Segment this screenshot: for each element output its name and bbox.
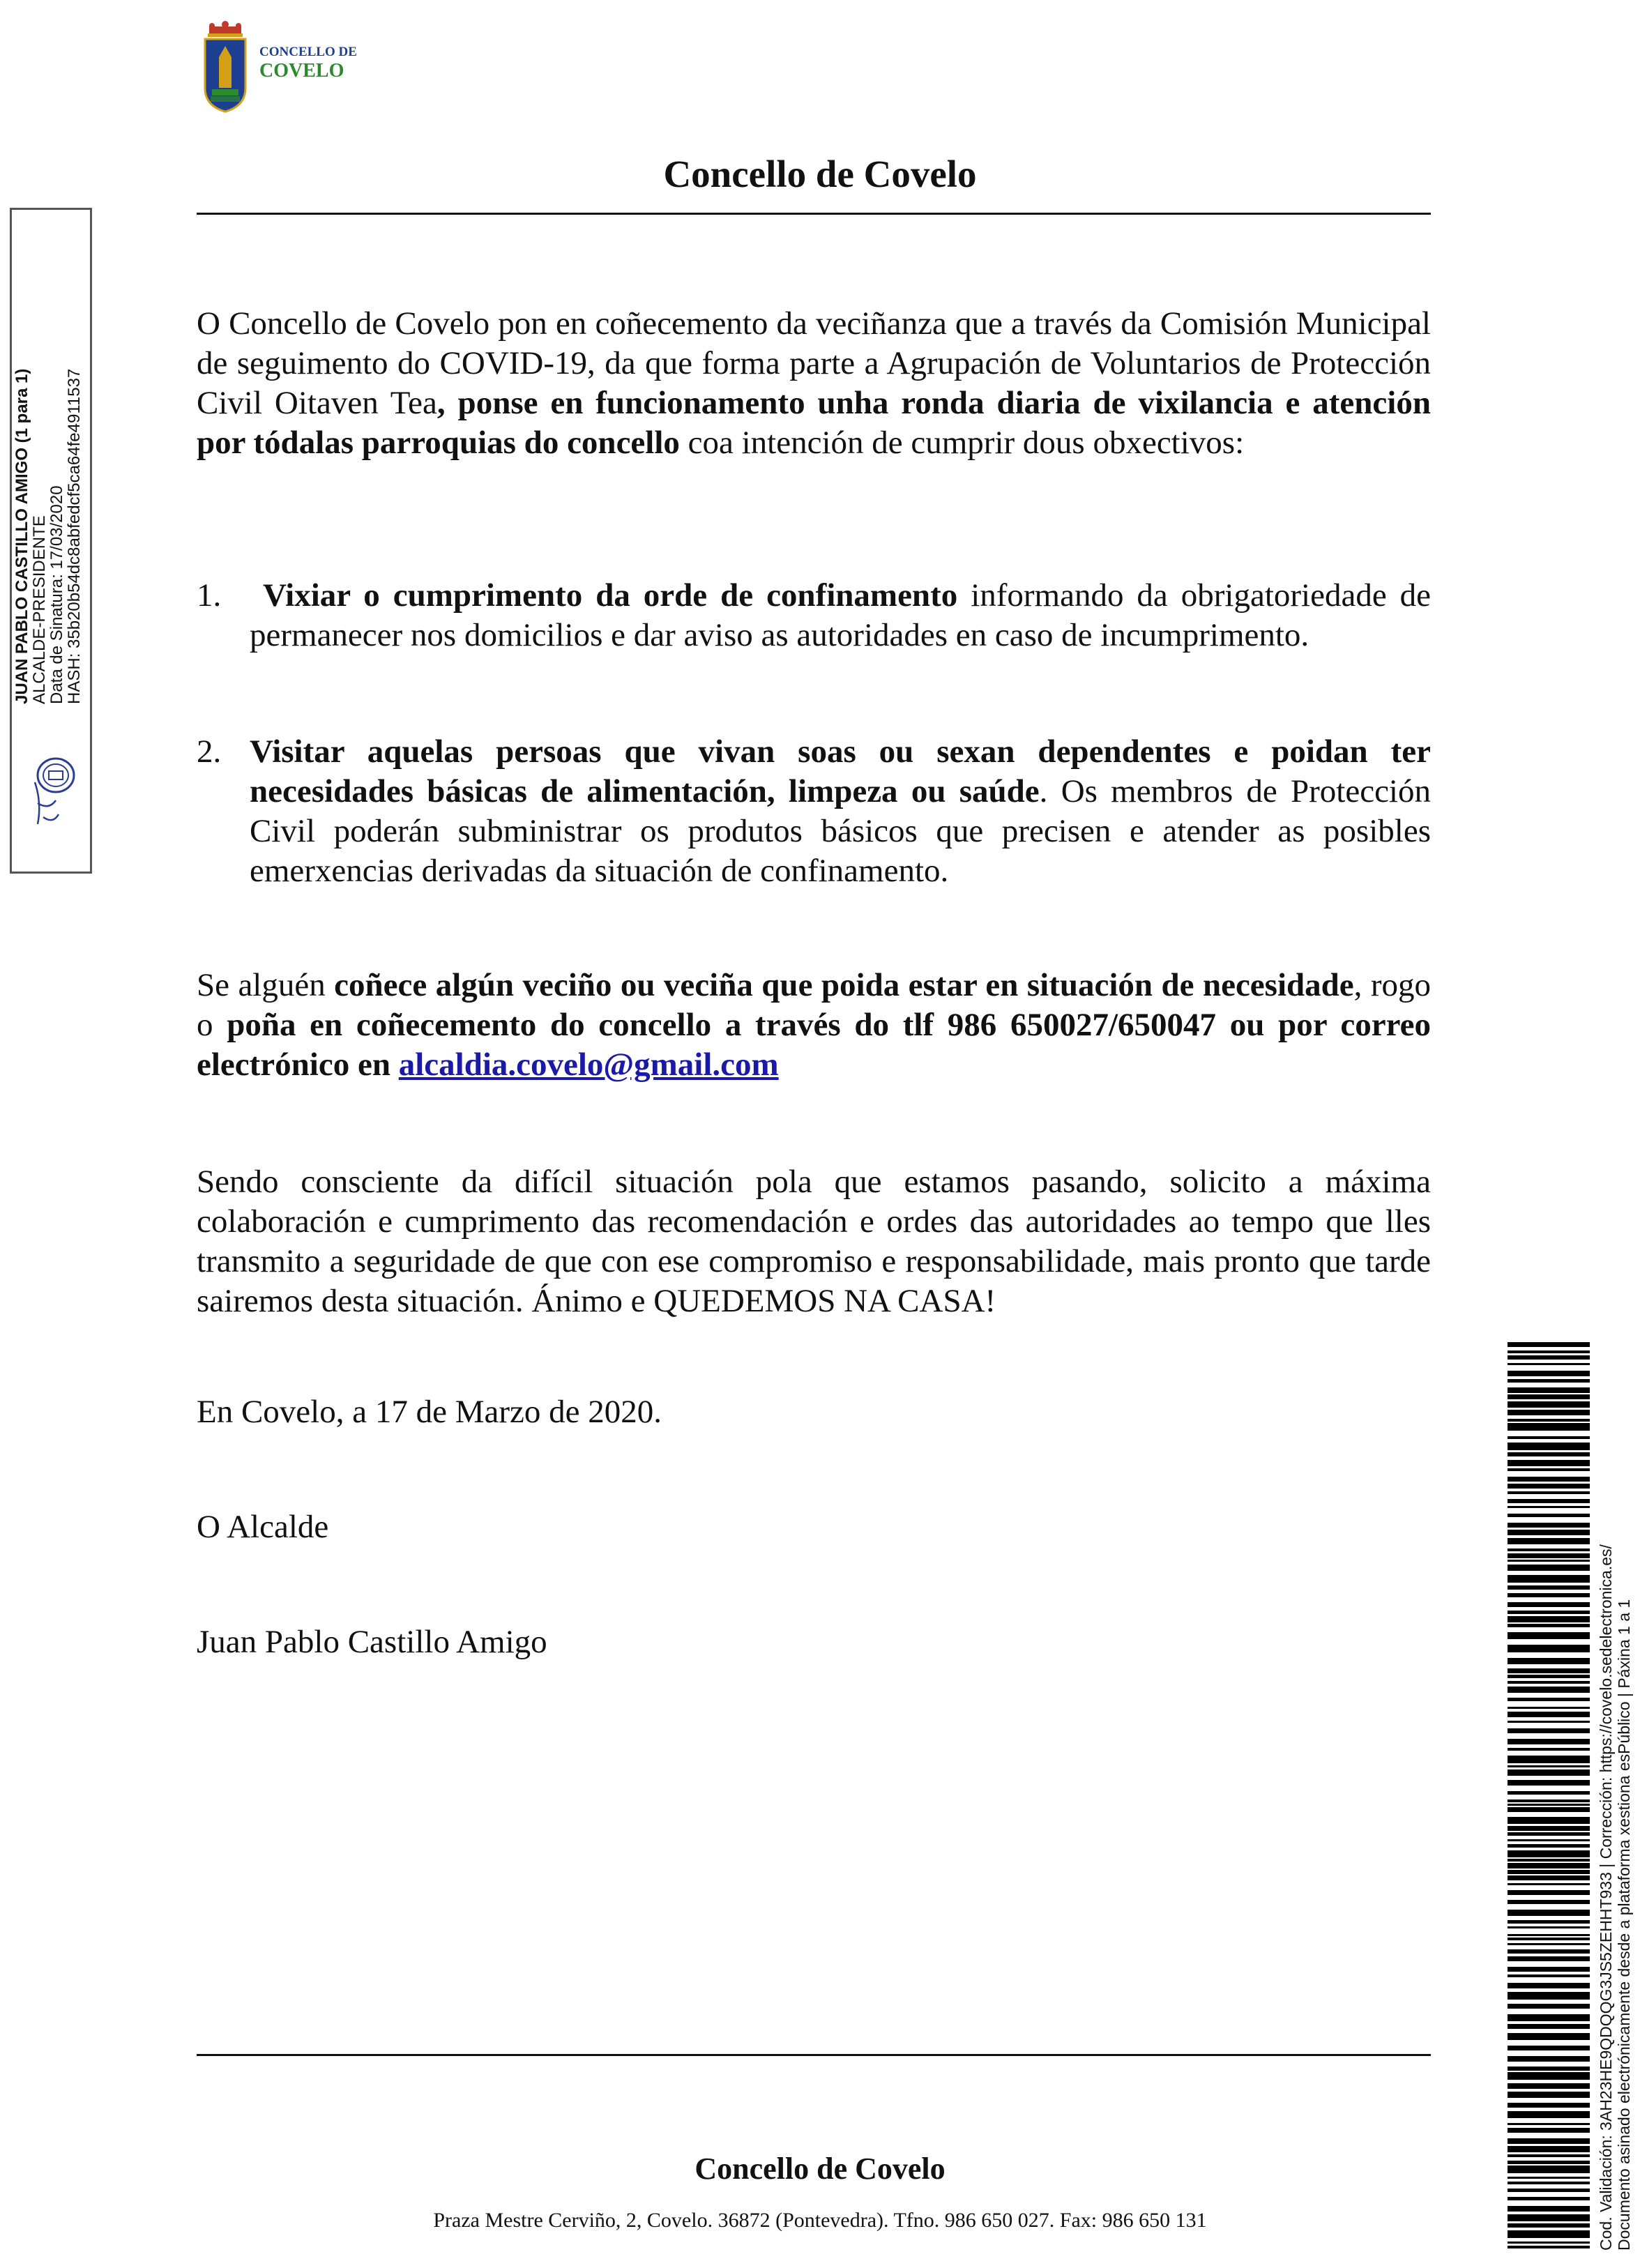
digital-signature-hash: HASH: 35b20b54dc8abfedcf5ca64fe4911537: [65, 368, 84, 704]
validation-text: [1597, 1414, 1633, 2251]
email-link[interactable]: alcaldia.covelo@gmail.com: [398, 1047, 779, 1083]
digital-signature-date: Data de Sinatura: 17/03/2020: [47, 485, 66, 704]
page-title: Concello de Covelo: [663, 153, 977, 195]
contact-text-mid: , rogo o: [197, 967, 1432, 1043]
list-item-bold-text: Vixiar o cumprimento da orde de confinamento: [262, 577, 958, 614]
footer-divider: [197, 2054, 1431, 2056]
list-item-text: [250, 732, 1431, 891]
signer-role: O Alcalde: [197, 1509, 329, 1545]
intro-text: O Concello de Covelo pon en coñecemento da veciñanza que a través da Comisión Municipal de seguimento do COVID-19, da que forma parte a Agrupación de Voluntarios de Protección Civil Oitaven Tea: [197, 305, 1431, 421]
footer-title: Concello de Covelo: [694, 2152, 946, 2186]
intro-bold-text: , ponse en funcionamento unha ronda diaria de vixilancia e atención por tódalas parroquias do concello: [197, 385, 1431, 461]
contact-text: Se alguén: [197, 967, 335, 1003]
list-item-plain-text: . Os membros de Protección Civil poderán subministrar os produtos básicos que precisen e atender as posibles emerxencias derivadas da situación de confinamento.: [250, 773, 1431, 889]
contact-paragraph: [197, 966, 1431, 1085]
list-item: [197, 576, 1431, 655]
header-divider: [197, 213, 1431, 215]
closing-paragraph: Sendo consciente da difícil situación pola que estamos pasando, solicito a máxima colaboración e cumprimento das recomendación e ordes das autoridades ao tempo que lles transmito a seguridade de que con ese compromiso e responsabilidade, mais pronto que tarde sairemos desta situación. Ánimo e QUEDEMOS NA CASA!: [197, 1164, 1431, 1319]
validation-line1: Cod. Validación: 3AH23HE9QDQQG3JS5ZEHHT933 | Corrección: https://covelo.sedelectronica.es/: [1597, 1544, 1615, 2251]
digital-signature-name: JUAN PABLO CASTILLO AMIGO (1 para 1): [13, 368, 31, 704]
intro-paragraph: [197, 304, 1431, 463]
digital-signature-text: [14, 356, 84, 704]
logo-text-line2: COVELO: [259, 60, 344, 82]
footer-address: Praza Mestre Cerviño, 2, Covelo. 36872 (Pontevedra). Tfno. 986 650 027. Fax: 986 650 131: [433, 2209, 1207, 2232]
signer-name: Juan Pablo Castillo Amigo: [197, 1624, 547, 1660]
logo-text-line1: CONCELLO DE: [259, 45, 357, 59]
list-item-number: 2.: [197, 733, 222, 770]
barcode-icon: [1508, 1342, 1590, 2248]
contact-bold-text-phone: poña en coñecemento do concello a través do tlf 986 650027/650047 ou por correo electrónico en: [197, 1007, 1432, 1083]
list-item-number: 1.: [197, 577, 222, 614]
document-date: En Covelo, a 17 de Marzo de 2020.: [197, 1394, 662, 1430]
validation-line2: Documento asinado electrónicamente desde a plataforma xestiona esPúblico | Páxina 1 a 1: [1615, 1599, 1633, 2251]
crown-icon: [208, 21, 243, 37]
list-item-bold-text: Visitar aquelas persoas que vivan soas ou sexan dependentes e poidan ter necesidades básicas de alimentación, limpeza ou saúde: [250, 733, 1431, 809]
digital-signature-role: ALCALDE-PRESIDENTE: [30, 515, 49, 704]
intro-text-end: coa intención de cumprir dous obxectivos:: [679, 425, 1245, 461]
list-item: [197, 732, 1431, 891]
list-item-plain-text: informando da obrigatoriedade de permanecer nos domicilios e dar aviso as autoridades en caso de incumprimento.: [250, 577, 1432, 653]
shield-icon: [205, 39, 245, 112]
contact-bold-text: coñece algún veciño ou veciña que poida estar en situación de necesidade: [334, 967, 1354, 1003]
concello-covelo-logo: [197, 21, 364, 119]
seal-icon: [28, 754, 77, 831]
list-item-text: [250, 576, 1431, 655]
